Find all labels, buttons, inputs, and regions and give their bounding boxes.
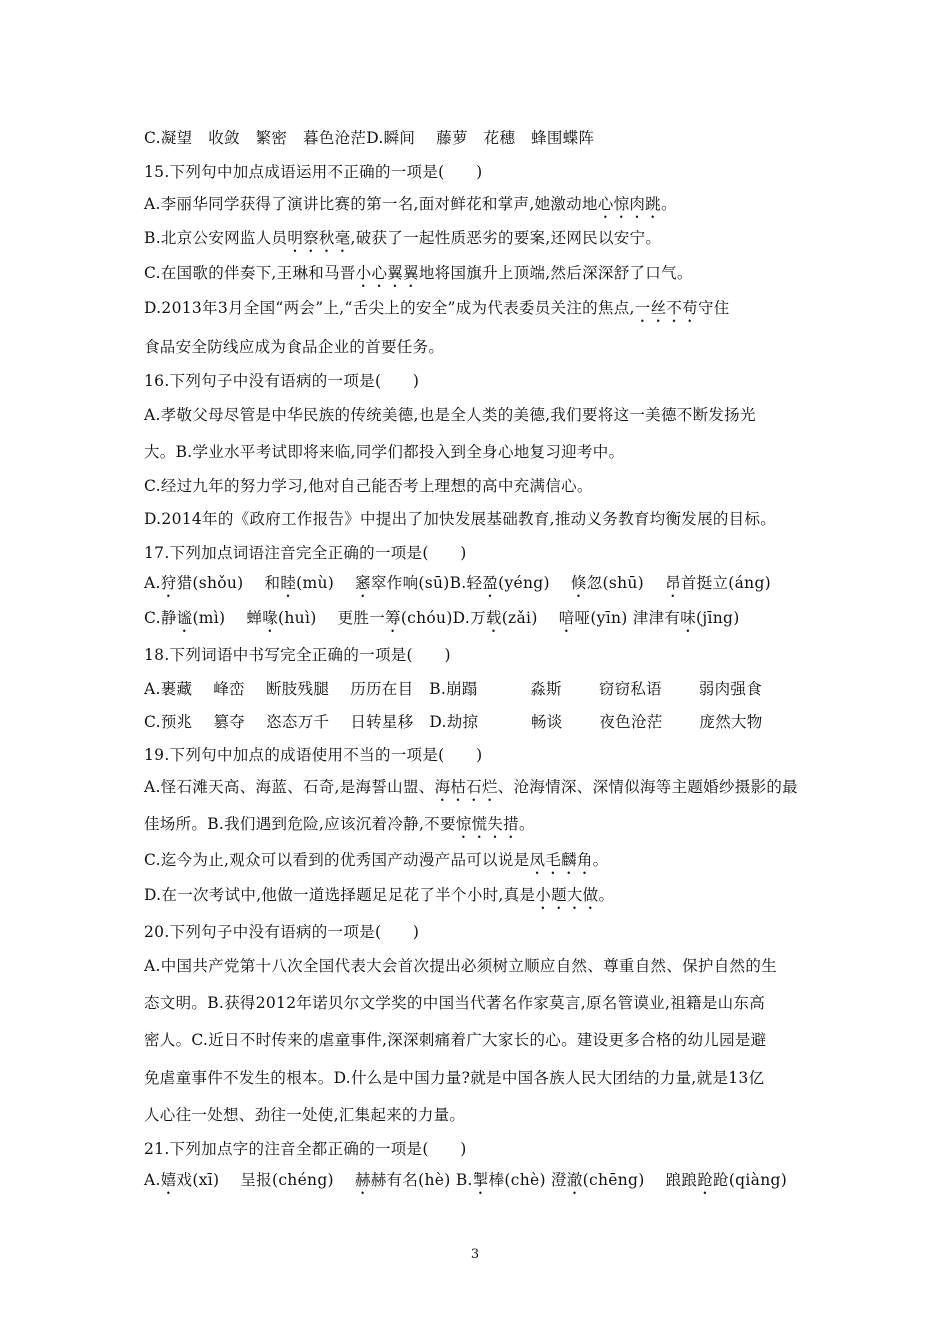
text-segment: 。 — [660, 195, 677, 213]
emphasized-text: 小题大做 — [535, 886, 599, 904]
text-line — [144, 1137, 810, 1161]
text-segment: 大。B.学业水平考试即将来临,同学们都投入到全身心地复习迎考中。 — [144, 443, 625, 461]
text-segment: (huì) 更胜一 — [278, 609, 385, 627]
text-segment: C.经过九年的努力学习,他对自己能否考上理想的高中充满信心。 — [144, 477, 593, 495]
emphasized-text: 澈 — [566, 1171, 583, 1189]
emphasized-text: 筹 — [385, 609, 401, 627]
text-segment: A.中国共产党第十八次全国代表大会首次提出必须树立顺应自然、尊重自然、保护自然的生 — [144, 957, 777, 975]
text-line — [144, 775, 810, 805]
text-segment: 戏(xī) 呈报(chéng) — [176, 1171, 355, 1189]
text-line — [144, 474, 810, 498]
emphasized-text: 昂 — [665, 574, 681, 592]
emphasized-text: 睦 — [280, 574, 297, 592]
text-segment: (yéng) — [498, 574, 571, 592]
text-segment: 食品安全防线应成为食品企业的首要任务。 — [144, 338, 445, 356]
page-number: 3 — [470, 1247, 480, 1262]
emphasized-text: 赫 — [354, 1171, 371, 1189]
emphasized-text: 狩 — [160, 574, 177, 592]
emphasized-text: 跄 — [697, 1171, 714, 1189]
text-segment: C.凝望 收敛 繁密 暮色沧茫D.瞬间 藤萝 花穗 蜂围蝶阵 — [144, 129, 595, 147]
text-segment: 15.下列句中加点成语运用不正确的一项是( ) — [144, 163, 483, 181]
emphasized-text: 一丝不苟 — [634, 299, 698, 317]
text-segment: (chóu)D.万 — [400, 609, 486, 627]
text-segment: A.裹藏 峰峦 断肢残腿 历历在目 B.崩蹋 淼斯 窃窃私语 弱肉强食 — [144, 680, 763, 698]
text-segment: C.在国歌的伴奏下,王琳和马晋 — [144, 264, 356, 282]
text-segment: (jīng) — [696, 609, 740, 627]
text-segment: D.在一次考试中,他做一道选择题足足花了半个小时,真是 — [144, 886, 536, 904]
text-segment: A.李丽华同学获得了演讲比赛的第一名,面对鲜花和掌声,她激动地 — [144, 195, 598, 213]
text-segment: (mì) 蝉 — [192, 609, 263, 627]
emphasized-text: 明察秋毫 — [287, 229, 351, 247]
text-segment: 地将国旗升上顶端,然后深深舒了口气。 — [418, 264, 693, 282]
text-line — [144, 192, 810, 222]
text-segment: (mù) — [296, 574, 356, 592]
text-line — [144, 1028, 810, 1052]
text-line — [144, 541, 810, 565]
text-segment: A.孝敬父母尽管是中华民族的传统美德,也是全人类的美德,我们要将这一美德不断发扬光 — [144, 406, 756, 424]
text-segment: 佳场所。B.我们遇到危险,应该沉着冷静,不要 — [144, 815, 456, 833]
emphasized-text: 小心翼翼 — [355, 264, 419, 282]
text-segment: 。 — [518, 815, 535, 833]
text-line — [144, 1066, 810, 1090]
text-segment: 人心往一处想、劲往一处使,汇集起来的力量。 — [144, 1106, 466, 1124]
text-line — [144, 1168, 810, 1198]
emphasized-text: 凤毛麟角 — [529, 851, 593, 869]
text-segment: 21.下列加点字的注音全都正确的一项是( ) — [144, 1140, 467, 1158]
text-segment: 。 — [592, 851, 609, 869]
text-line — [144, 226, 810, 256]
text-line — [144, 848, 810, 878]
text-line — [144, 296, 810, 326]
text-segment: C.迄今为止,观众可以看到的优秀国产动漫产品可以说是 — [144, 851, 530, 869]
text-segment: 。 — [598, 886, 615, 904]
text-line — [144, 369, 810, 393]
emphasized-text: 喙 — [262, 609, 279, 627]
text-segment: 17.下列加点词语注音完全正确的一项是( ) — [144, 544, 467, 562]
text-line — [144, 812, 810, 842]
emphasized-text: 惊慌失措 — [455, 815, 519, 833]
text-line — [144, 571, 810, 601]
text-segment: 态文明。B.获得2012年诺贝尔文学奖的中国当代著名作家莫言,原名管谟业,祖籍是山东高 — [144, 994, 766, 1012]
text-segment: (zǎi) — [501, 609, 559, 627]
text-segment: 18.下列词语中书写完全正确的一项是( ) — [144, 646, 451, 664]
emphasized-text: 嬉 — [160, 1171, 177, 1189]
text-line — [144, 954, 810, 978]
text-segment: (chēng) 踉踉 — [582, 1171, 698, 1189]
text-line — [144, 710, 810, 734]
text-segment: C.预兆 篡夺 恣态万千 日转星移 D.劫掠 畅谈 夜色沧茫 庞然大物 — [144, 713, 763, 731]
text-line — [144, 1103, 810, 1127]
text-line — [144, 335, 810, 359]
text-segment: ,破获了一起性质恶劣的要案,还网民以安宁。 — [350, 229, 662, 247]
emphasized-text: 喑 — [558, 609, 575, 627]
text-segment: A. — [144, 574, 161, 592]
text-segment: 赫有名(hè) B. — [370, 1171, 473, 1189]
text-segment: 密人。C.近日不时传来的虐童事件,深深刺痛着广大家长的心。建设更多合格的幼儿园是避 — [144, 1031, 767, 1049]
text-segment: 19.下列句中加点的成语使用不当的一项是( ) — [144, 746, 483, 764]
text-line — [144, 160, 810, 184]
emphasized-text: 谧 — [176, 609, 193, 627]
emphasized-text: 心惊肉跳 — [597, 195, 661, 213]
text-segment: 忽(shū) — [586, 574, 666, 592]
text-segment: A.怪石滩天高、海蓝、石奇,是海誓山盟、 — [144, 778, 435, 796]
text-line — [144, 440, 810, 464]
emphasized-text: 味 — [680, 609, 697, 627]
text-segment: 窣作响(sū)B.轻 — [370, 574, 483, 592]
text-line — [144, 677, 810, 701]
text-segment: B.北京公安网监人员 — [144, 229, 288, 247]
text-line — [144, 883, 810, 913]
text-segment: 、沧海情深、深情似海等主题婚纱摄影的最 — [497, 778, 798, 796]
emphasized-text: 倏 — [570, 574, 587, 592]
emphasized-text: 海枯石烂 — [434, 778, 498, 796]
text-line — [144, 643, 810, 667]
text-line — [144, 991, 810, 1015]
text-segment: 守住 — [697, 299, 730, 317]
text-segment: 免虐童事件不发生的根本。D.什么是中国力量?就是中国各族人民大团结的力量,就是13亿 — [144, 1069, 765, 1087]
emphasized-text: 盈 — [482, 574, 499, 592]
emphasized-text: 窸 — [355, 574, 371, 592]
text-segment: D.2014年的《政府工作报告》中提出了加快发展基础教育,推动义务教育均衡发展的目标。 — [144, 510, 777, 528]
emphasized-text: 掣 — [472, 1171, 489, 1189]
text-segment: 哑(yīn) 津津有 — [574, 609, 681, 627]
emphasized-text: 载 — [485, 609, 502, 627]
text-line — [144, 743, 810, 767]
text-segment: C.静 — [144, 609, 177, 627]
text-line — [144, 126, 810, 150]
text-line — [144, 606, 810, 636]
text-line — [144, 920, 810, 944]
text-segment: 猎(shǒu) 和 — [176, 574, 281, 592]
text-line — [144, 403, 810, 427]
text-segment: D.2013年3月全国“两会”上,“舌尖上的安全”成为代表委员关注的焦点, — [144, 299, 635, 317]
text-segment: 20.下列句子中没有语病的一项是( ) — [144, 923, 420, 941]
text-segment: 棒(chè) 澄 — [488, 1171, 567, 1189]
text-line — [144, 261, 810, 291]
text-segment: 首挺立(áng) — [680, 574, 772, 592]
text-segment: A. — [144, 1171, 161, 1189]
text-line — [144, 507, 810, 531]
text-segment: 跄(qiàng) — [713, 1171, 788, 1189]
text-segment: 16.下列句子中没有语病的一项是( ) — [144, 372, 420, 390]
